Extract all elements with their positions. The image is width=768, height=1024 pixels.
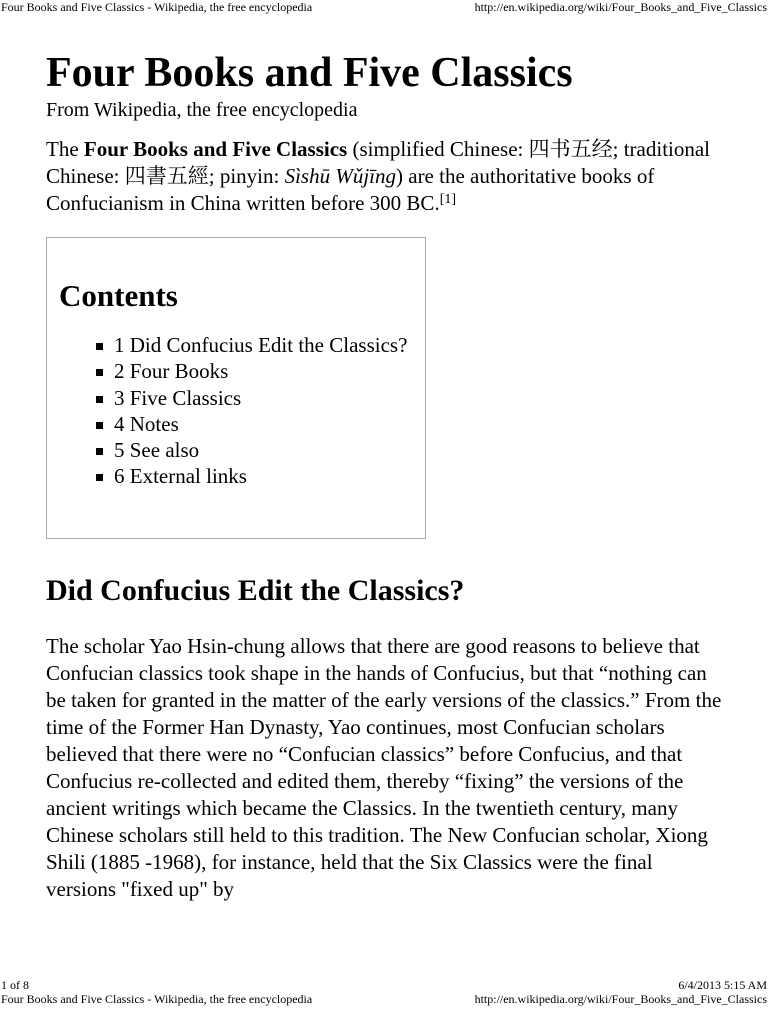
footer-datetime: 6/4/2013 5:15 AM [678,978,767,992]
toc-list [59,332,425,490]
intro-lead: The [46,137,84,161]
intro-paragraph [46,136,726,217]
table-of-contents [46,237,426,539]
page-title: Four Books and Five Classics [46,50,573,96]
toc-item[interactable] [96,385,425,411]
toc-item-label[interactable]: 6 External links [114,464,247,489]
toc-item[interactable] [96,437,425,463]
toc-item[interactable] [96,332,425,358]
toc-item-label[interactable]: 2 Four Books [114,359,229,384]
intro-pinyin: Sìshū Wǔjīng [284,164,396,188]
footer-page-title: Four Books and Five Classics - Wikipedia, the free encyclopedia [1,992,313,1006]
section-heading: Did Confucius Edit the Classics? [46,574,465,607]
bullet-icon [96,448,103,455]
page-subtitle: From Wikipedia, the free encyclopedia [46,99,358,121]
article-content [46,48,726,903]
toc-item-label[interactable]: 1 Did Confucius Edit the Classics? [114,333,408,357]
toc-item-label[interactable]: 3 Five Classics [114,385,242,410]
bullet-icon [96,422,103,429]
intro-text-2: ) are the authoritative books of Confucianism in China written before 300 BC. [46,164,655,215]
footer-page-number: 1 of 8 [1,978,29,992]
toc-item-label[interactable]: 4 Notes [114,411,179,436]
bullet-icon [96,343,103,350]
intro-bold-term: Four Books and Five Classics [83,137,348,161]
intro-text-1: (simplified Chinese: 四书五经; traditional Chinese: 四書五經; pinyin: [46,137,711,188]
bullet-icon [96,396,103,403]
footer-url: http://en.wikipedia.org/wiki/Four_Books_and_Five_Classics [474,992,767,1006]
header-url: http://en.wikipedia.org/wiki/Four_Books_and_Five_Classics [474,0,767,14]
toc-item-label[interactable]: 5 See also [114,438,200,463]
toc-item[interactable] [96,358,425,384]
bullet-icon [96,474,103,481]
toc-item[interactable] [96,411,425,437]
toc-title: Contents [59,278,178,313]
toc-item[interactable] [96,463,425,489]
header-page-title: Four Books and Five Classics - Wikipedia, the free encyclopedia [1,0,313,14]
print-footer [0,978,768,1006]
section-paragraph: The scholar Yao Hsin-chung allows that there are good reasons to believe that Confucian classics took shape in the hands of Confucius, but that “nothing can be taken for granted in the matter of the early versions of the classics.” From the time of the Former Han Dynasty, Yao continues, most Confucian scholars believed that there were no “Confucian classics” before Confucius, and that Confucius re-collected and edited them, thereby “fixing” the versions of the ancient writings which became the Classics. In the twentieth century, many Chinese scholars still held to this tradition. The New Confucian scholar, Xiong Shili (1885 -1968), for instance, held that the Six Classics were the final versions "fixed up" by [46,634,722,901]
reference-link-1[interactable]: [1] [439,192,457,207]
bullet-icon [96,369,103,376]
